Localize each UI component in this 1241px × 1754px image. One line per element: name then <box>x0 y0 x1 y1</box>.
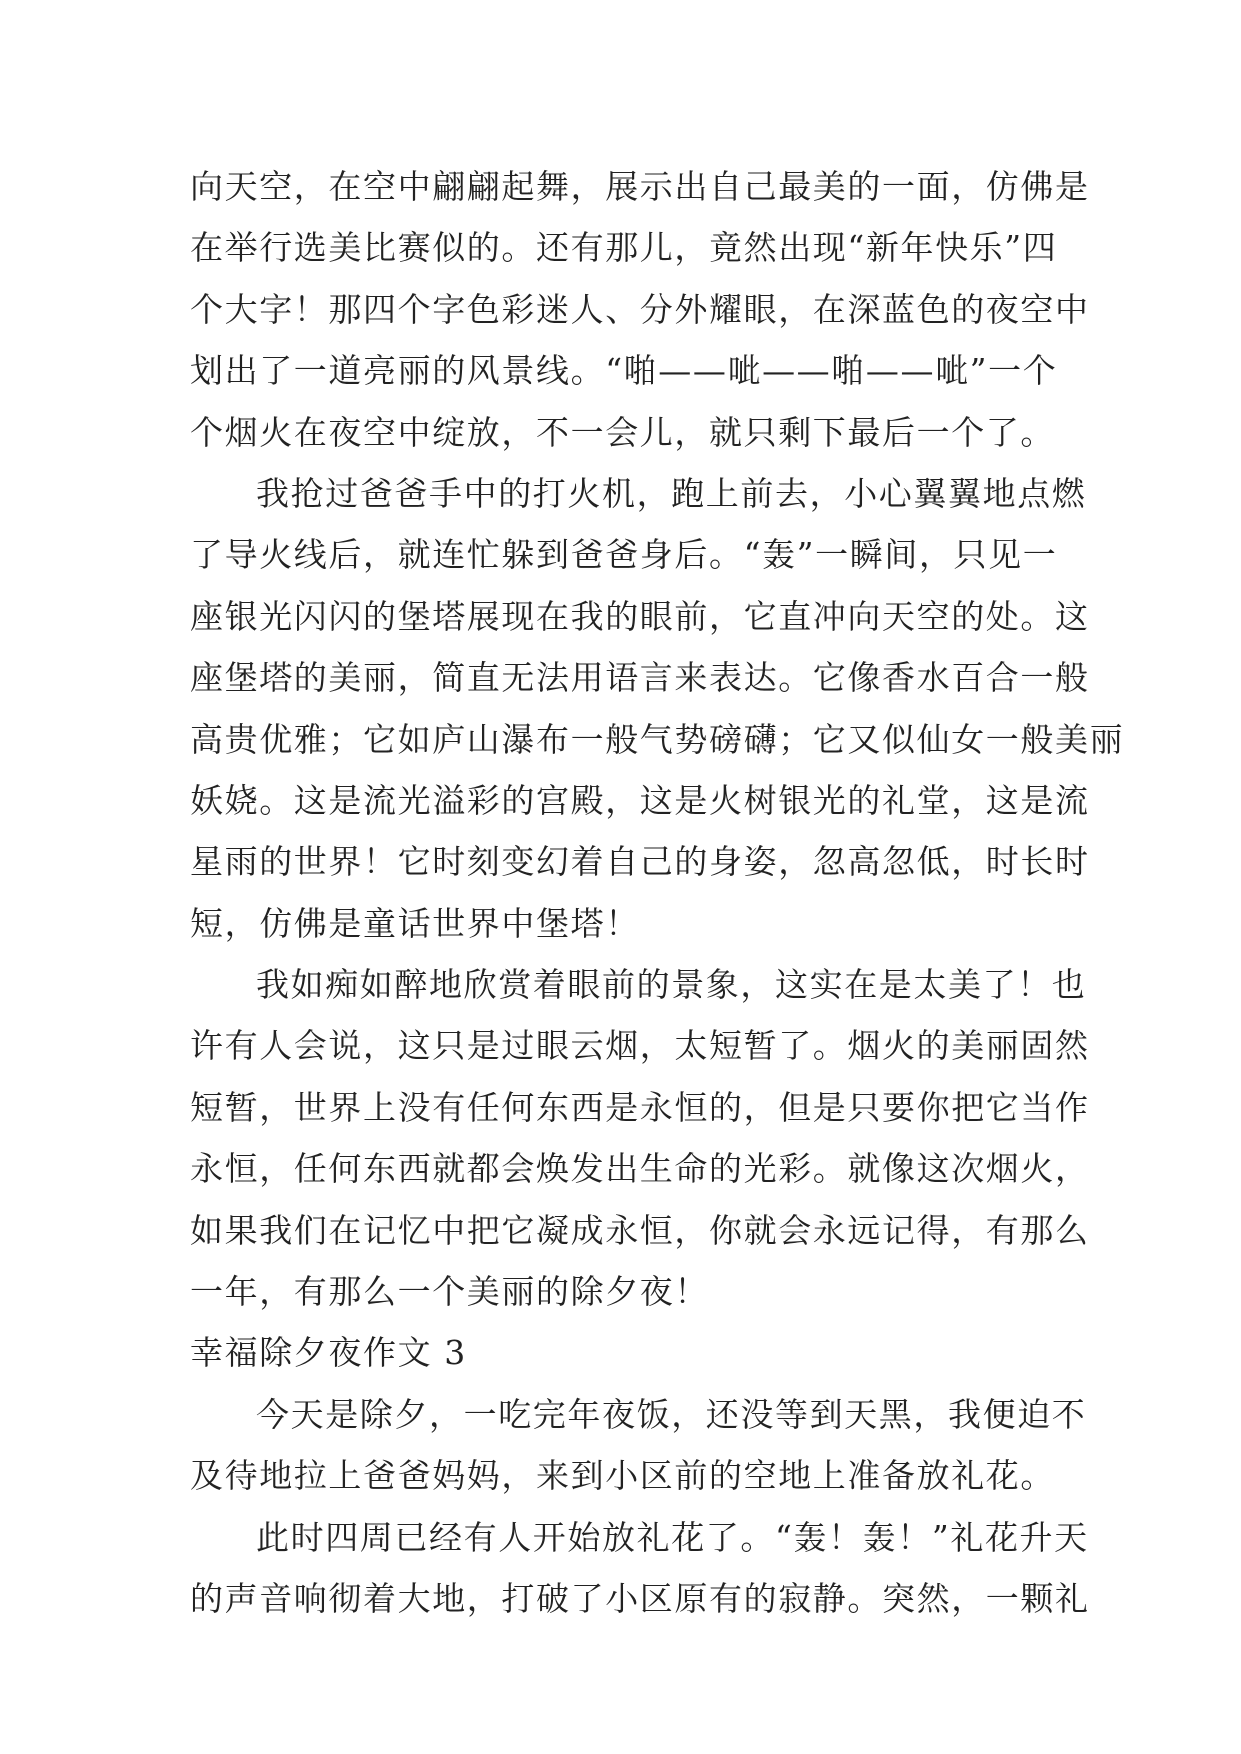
text-line: 永恒，任何东西就都会焕发出生命的光彩。就像这次烟火， <box>190 1149 1090 1189</box>
text-line: 个大字！那四个字色彩迷人、分外耀眼，在深蓝色的夜空中 <box>190 289 1090 329</box>
text-line: 星雨的世界！它时刻变幻着自己的身姿，忽高忽低，时长时 <box>190 842 1090 882</box>
essay-text <box>190 156 1125 1629</box>
text-line: 妖娆。这是流光溢彩的宫殿，这是火树银光的礼堂，这是流 <box>190 780 1090 820</box>
text-line: 短，仿佛是童话世界中堡塔！ <box>190 903 640 943</box>
paragraph-first-line: 今天是除夕，一吃完年夜饭，还没等到天黑，我便迫不 <box>256 1394 1087 1434</box>
section-heading: 幸福除夕夜作文 3 <box>190 1333 467 1373</box>
text-line: 许有人会说，这只是过眼云烟，太短暂了。烟火的美丽固然 <box>190 1026 1090 1066</box>
text-line: 如果我们在记忆中把它凝成永恒，你就会永远记得，有那么 <box>190 1210 1090 1250</box>
paragraph-first-line: 我抢过爸爸手中的打火机，跑上前去，小心翼翼地点燃 <box>256 473 1087 513</box>
text-line: 座银光闪闪的堡塔展现在我的眼前，它直冲向天空的处。这 <box>190 596 1090 636</box>
text-line: 个烟火在夜空中绽放，不一会儿，就只剩下最后一个了。 <box>190 412 1055 452</box>
text-line: 向天空，在空中翩翩起舞，展示出自己最美的一面，仿佛是 <box>190 167 1090 206</box>
paragraph-first-line: 我如痴如醉地欣赏着眼前的景象，这实在是太美了！也 <box>256 965 1087 1005</box>
text-line: 的声音响彻着大地，打破了小区原有的寂静。突然，一颗礼 <box>190 1578 1090 1618</box>
text-line: 座堡塔的美丽，简直无法用语言来表达。它像香水百合一般 <box>190 658 1090 698</box>
text-line: 及待地拉上爸爸妈妈，来到小区前的空地上准备放礼花。 <box>190 1456 1055 1496</box>
text-line: 短暂，世界上没有任何东西是永恒的，但是只要你把它当作 <box>190 1087 1090 1127</box>
text-line: 一年，有那么一个美丽的除夕夜！ <box>190 1272 709 1312</box>
paragraph-first-line: 此时四周已经有人开始放礼花了。“轰！轰！”礼花升天 <box>256 1517 1089 1557</box>
text-line: 在举行选美比赛似的。还有那儿，竟然出现“新年快乐”四 <box>190 228 1058 268</box>
text-line: 高贵优雅；它如庐山瀑布一般气势磅礴；它又似仙女一般美丽 <box>190 719 1125 759</box>
text-line: 划出了一道亮丽的风景线。“啪——呲——啪——呲”一个 <box>190 351 1058 391</box>
text-line: 了导火线后，就连忙躲到爸爸身后。“轰”一瞬间，只见一 <box>190 535 1058 575</box>
